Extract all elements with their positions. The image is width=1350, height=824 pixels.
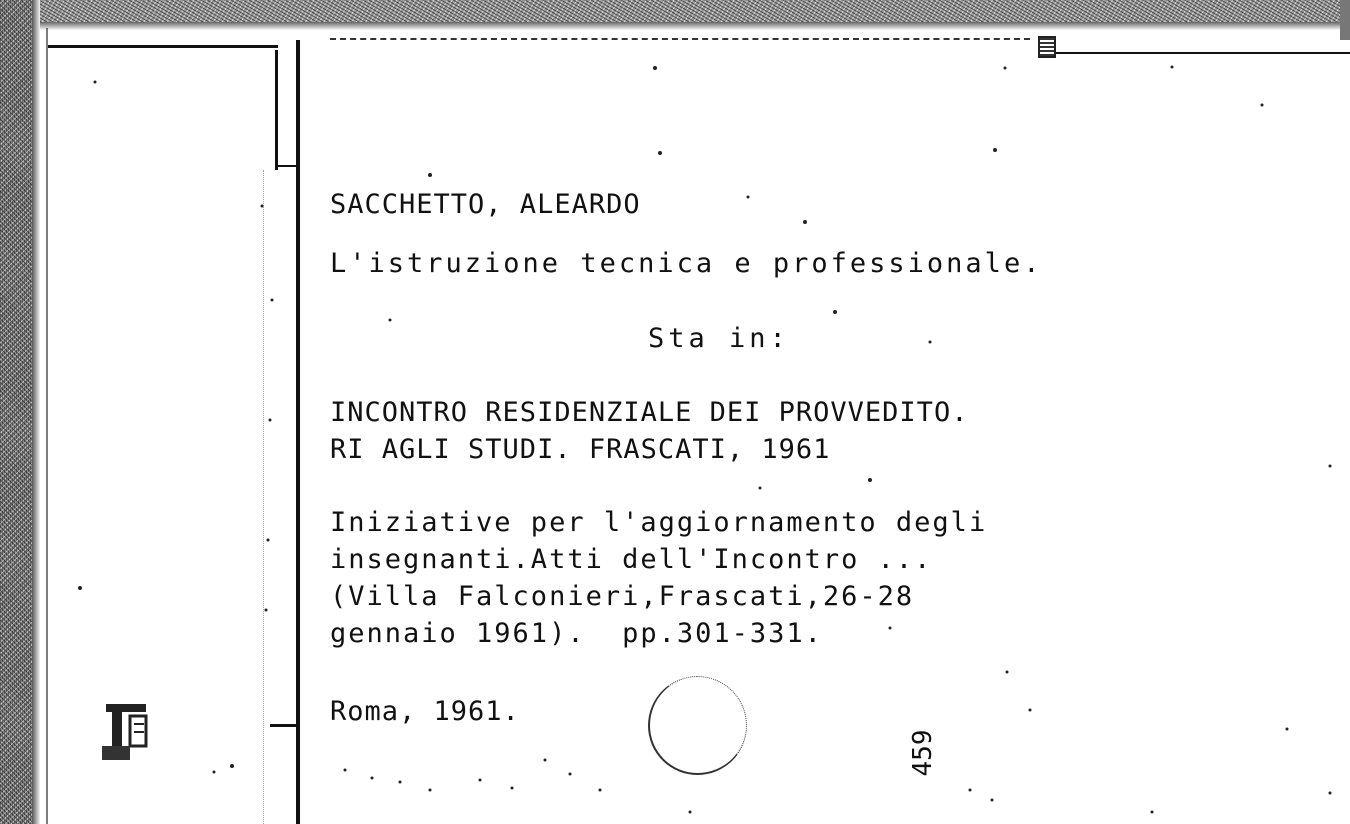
- scan-edge-top: [0, 0, 1350, 30]
- archive-number: 459: [908, 729, 938, 777]
- punch-hole-stamp: [648, 676, 747, 775]
- scan-edge-left: [0, 0, 40, 824]
- corner-mark: [1038, 36, 1056, 58]
- publication-place: Roma, 1961.: [330, 696, 520, 727]
- card-divider-tick-lower: [270, 724, 298, 727]
- card-divider-upper: [275, 50, 278, 170]
- scan-edge-right: [1340, 0, 1350, 40]
- event-line: INCONTRO RESIDENZIALE DEI PROVVEDITO.: [330, 397, 969, 428]
- card-divider-tick: [278, 165, 298, 167]
- source-line: (Villa Falconieri,Frascati,26-28: [330, 581, 915, 612]
- event-block: [330, 394, 968, 468]
- source-line: gennaio 1961). pp.301-331.: [330, 618, 823, 649]
- event-line: RI AGLI STUDI. FRASCATI, 1961: [330, 434, 831, 465]
- card-margin-line: [296, 40, 300, 824]
- card-border-left: [46, 28, 48, 824]
- card-border-top-left: [48, 45, 278, 48]
- source-block: [330, 504, 987, 652]
- binder-clip-icon: [100, 702, 155, 764]
- card-divider-dotted: [263, 170, 266, 824]
- author-heading: SACCHETTO, ALEARDO: [330, 189, 641, 220]
- card-border-top-right: [1050, 52, 1350, 54]
- source-line: Iniziative per l'aggiornamento degli: [330, 507, 988, 538]
- source-line: insegnanti.Atti dell'Incontro ...: [330, 544, 933, 575]
- card-border-top-dashed: [330, 38, 1030, 42]
- work-title: L'istruzione tecnica e professionale.: [330, 248, 1043, 279]
- in-label: Sta in:: [648, 323, 790, 354]
